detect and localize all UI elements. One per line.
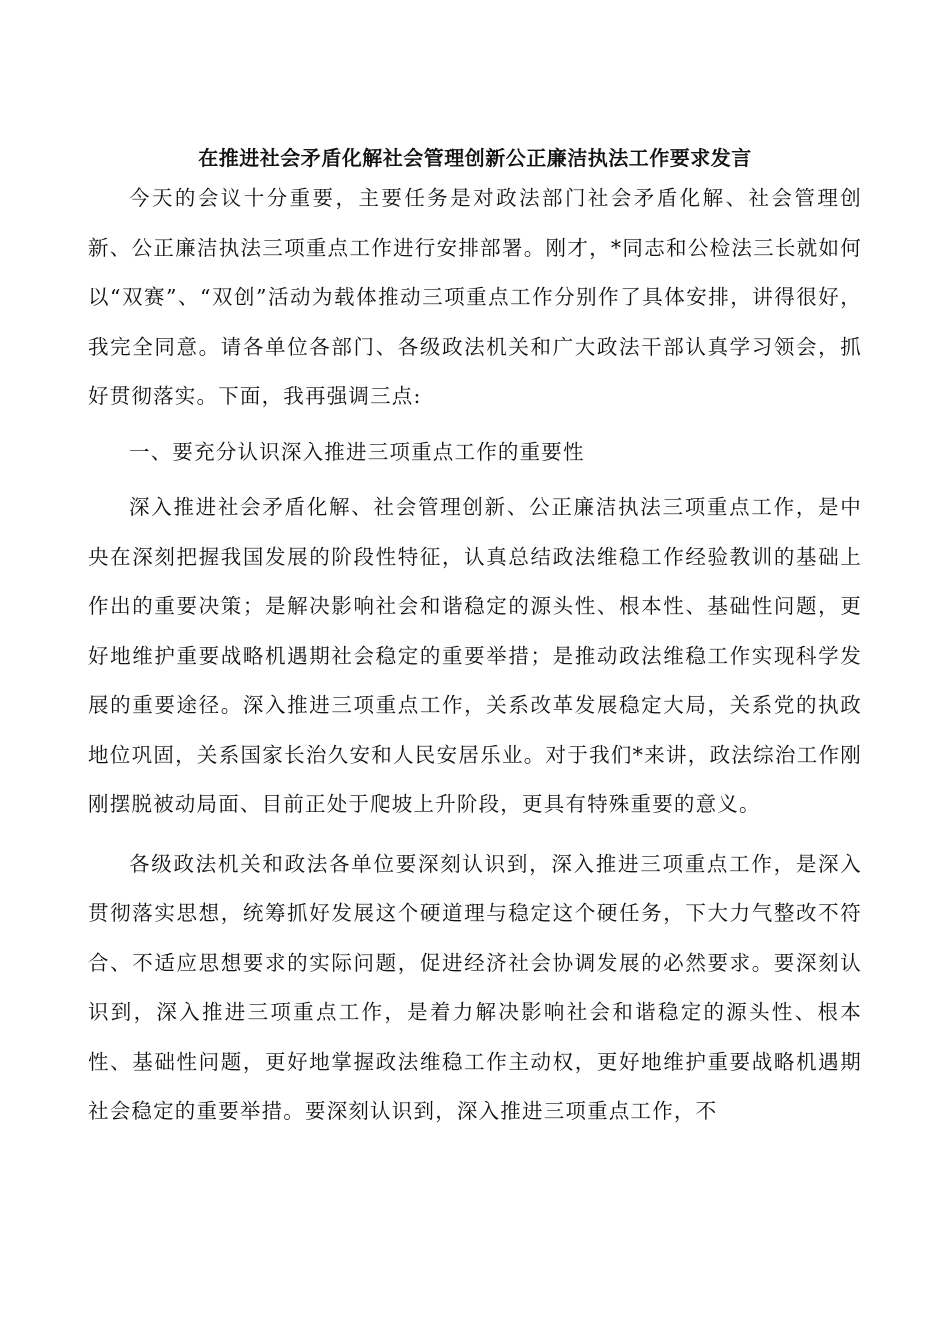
body-paragraph: 深入推进社会矛盾化解、社会管理创新、公正廉洁执法三项重点工作，是中央在深刻把握我国发展的阶段性特征，认真总结政法维稳工作经验教训的基础上作出的重要决策；是解决影响社会和谐稳定的源头性、根本性、基础性问题，更好地维护重要战略机遇期社会稳定的重要举措；是推动政法维稳工作实现科学发展的重要途径。深入推进三项重点工作，关系改革发展稳定大局，关系党的执政地位巩固，关系国家长治久安和人民安居乐业。对于我们*来讲，政法综治工作刚刚摆脱被动局面、目前正处于爬坡上升阶段，更具有特殊重要的意义。: [88, 495, 862, 816]
section-heading: 一、要充分认识深入推进三项重点工作的重要性: [129, 439, 585, 464]
document-title: 在推进社会矛盾化解社会管理创新公正廉洁执法工作要求发言: [198, 146, 752, 170]
document-body: [88, 174, 862, 1137]
body-paragraph: 各级政法机关和政法各单位要深刻认识到，深入推进三项重点工作，是深入贯彻落实思想，统筹抓好发展这个硬道理与稳定这个硬任务，下大力气整改不符合、不适应思想要求的实际问题，促进经济社会协调发展的必然要求。要深刻认识到，深入推进三项重点工作，是着力解决影响社会和谐稳定的源头性、根本性、基础性问题，更好地掌握政法维稳工作主动权，更好地维护重要战略机遇期社会稳定的重要举措。要深刻认识到，深入推进三项重点工作，不: [88, 851, 862, 1123]
intro-paragraph: 今天的会议十分重要，主要任务是对政法部门社会矛盾化解、社会管理创新、公正廉洁执法三项重点工作进行安排部署。刚才，*同志和公检法三长就如何以“双赛”、“双创”活动为载体推动三项重点工作分别作了具体安排，讲得很好，我完全同意。请各单位各部门、各级政法机关和广大政法干部认真学习领会，抓好贯彻落实。下面，我再强调三点:: [88, 186, 862, 408]
